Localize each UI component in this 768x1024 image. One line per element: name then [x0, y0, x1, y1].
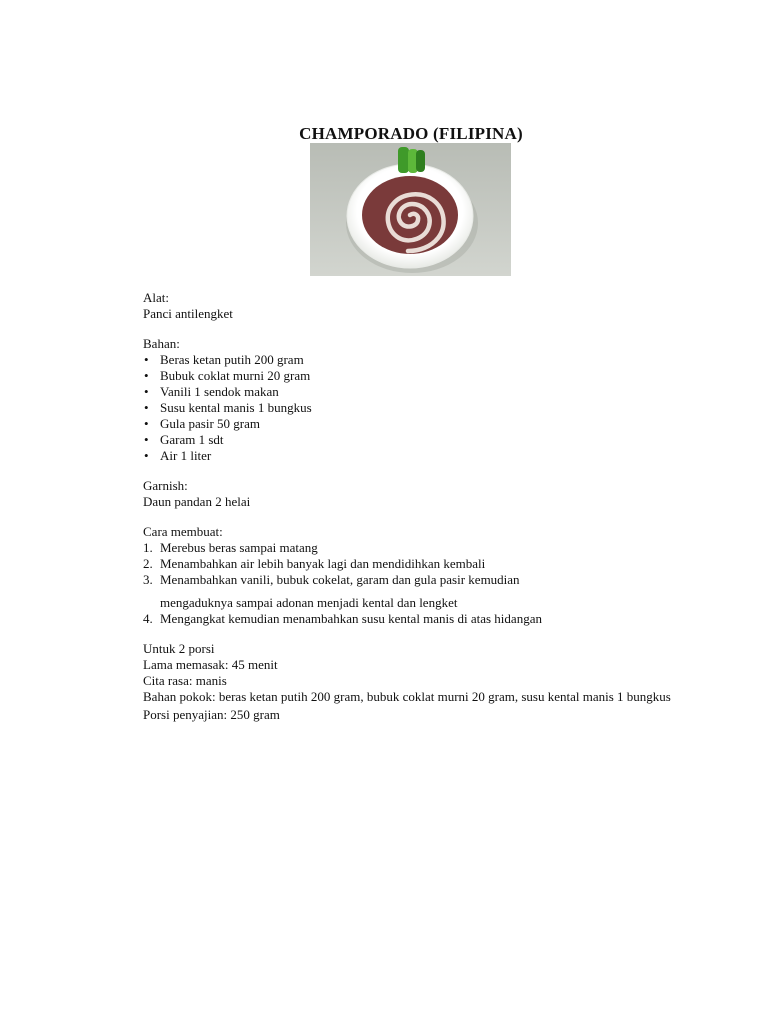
info-porsi-penyajian: Porsi penyajian: 250 gram	[143, 707, 280, 722]
list-item: • Beras ketan putih 200 gram	[144, 352, 304, 367]
step-continuation: mengaduknya sampai adonan menjadi kental dan lengket	[160, 595, 458, 610]
step-item: 2. Menambahkan air lebih banyak lagi dan mendidihkan kembali	[143, 556, 486, 571]
info-bahan-pokok: Bahan pokok: beras ketan putih 200 gram, bubuk coklat murni 20 gram, susu kental manis 1 bungkus	[143, 689, 671, 704]
bahan-heading: Bahan:	[143, 336, 180, 351]
bullet-icon: •	[144, 432, 149, 447]
info-porsi: Untuk 2 porsi	[143, 641, 215, 656]
step-item: 4. Mengangkat kemudian menambahkan susu kental manis di atas hidangan	[143, 611, 542, 626]
bullet-icon: •	[144, 368, 149, 383]
list-item: • Vanili 1 sendok makan	[144, 384, 279, 399]
bullet-icon: •	[144, 400, 149, 415]
garnish-heading: Garnish:	[143, 478, 188, 493]
info-lama-memasak: Lama memasak: 45 menit	[143, 657, 278, 672]
recipe-title: CHAMPORADO (FILIPINA)	[299, 124, 523, 143]
garnish-item: Daun pandan 2 helai	[143, 494, 251, 509]
step-number: 1.	[143, 540, 153, 555]
cara-steps	[143, 540, 663, 627]
list-item: • Susu kental manis 1 bungkus	[144, 400, 312, 415]
alat-item: Panci antilengket	[143, 306, 233, 321]
step-item: 1. Merebus beras sampai matang	[143, 540, 318, 555]
dish-photo	[310, 143, 511, 276]
recipe-body	[143, 290, 671, 723]
list-item: • Gula pasir 50 gram	[144, 416, 261, 431]
pandan-leaf-garnish	[398, 147, 425, 173]
bullet-icon: •	[144, 448, 149, 463]
cara-heading: Cara membuat:	[143, 524, 223, 539]
list-item: • Bubuk coklat murni 20 gram	[144, 368, 311, 383]
step-number: 3.	[143, 572, 153, 587]
alat-heading: Alat:	[143, 290, 169, 305]
champorado-bowl-image	[310, 143, 511, 276]
bullet-icon: •	[144, 416, 149, 431]
info-cita-rasa: Cita rasa: manis	[143, 673, 227, 688]
bullet-icon: •	[144, 384, 149, 399]
step-number: 4.	[143, 611, 153, 626]
list-item: • Garam 1 sdt	[144, 432, 224, 447]
bahan-list	[143, 352, 663, 464]
list-item: • Air 1 liter	[144, 448, 212, 463]
bullet-icon: •	[144, 352, 149, 367]
step-number: 2.	[143, 556, 153, 571]
step-item: 3. Menambahkan vanili, bubuk cokelat, garam dan gula pasir kemudian mengaduknya sampai adonan menjadi kental dan lengket	[143, 572, 663, 611]
